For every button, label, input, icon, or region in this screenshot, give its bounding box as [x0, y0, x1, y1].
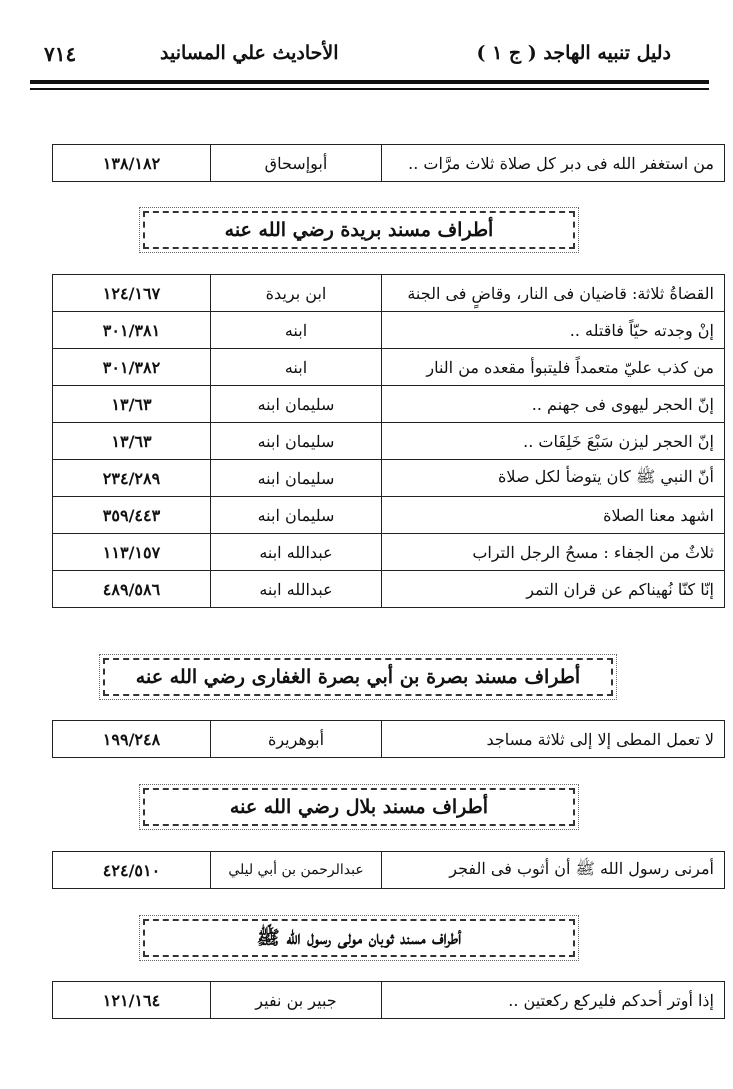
reference: ١٩٩/٢٤٨ [53, 721, 211, 758]
hadith-text: من استغفر الله فى دبر كل صلاة ثلاث مرَّات .. [382, 145, 725, 182]
hadith-text: القضاةُ ثلاثة: قاضيان فى النار، وقاضٍ فى الجنة [382, 275, 725, 312]
reference: ٣٥٩/٤٤٣ [53, 497, 211, 534]
reference: ٤٨٩/٥٨٦ [53, 571, 211, 608]
hadith-table-basrah [52, 720, 714, 758]
narrator: أبوهريرة [211, 721, 382, 758]
book-title: دليل تنبيه الهاجد ( ج ١ ) [476, 42, 671, 64]
reference: ١١٣/١٥٧ [53, 534, 211, 571]
table-row [53, 852, 725, 889]
hadith-text: أنّ النبي ﷺ كان يتوضأ لكل صلاة [382, 460, 725, 497]
hadith-text: من كذب عليّ متعمداً فليتبوأ مقعده من النار [382, 349, 725, 386]
table-row [53, 534, 725, 571]
narrator: سليمان ابنه [211, 460, 382, 497]
hadith-table-thawban [52, 981, 714, 1019]
table-row [53, 275, 725, 312]
table-row [53, 423, 725, 460]
section-title-buraydah: أطراف مسند بريدة رضي الله عنه [143, 211, 575, 249]
hadith-text: أمرنى رسول الله ﷺ أن أثوب فى الفجر [382, 852, 725, 889]
table-row [53, 312, 725, 349]
header-rule-thick [30, 80, 709, 84]
table-row [53, 721, 725, 758]
narrator: عبدالرحمن بن أبي ليلي [211, 852, 382, 889]
narrator: ابنه [211, 349, 382, 386]
table-row [53, 571, 725, 608]
reference: ٣٠١/٣٨٢ [53, 349, 211, 386]
page-number: ٧١٤ [44, 42, 77, 66]
header-rule-thin [30, 88, 709, 90]
table-row [53, 386, 725, 423]
table-row [53, 349, 725, 386]
reference: ٣٠١/٣٨١ [53, 312, 211, 349]
narrator: عبدالله ابنه [211, 534, 382, 571]
reference: ٢٣٤/٢٨٩ [53, 460, 211, 497]
hadith-text: إنّا كنّا نُهيناكم عن قران التمر [382, 571, 725, 608]
section-title-thawban: أطراف مسند ثوبان مولى رسول الله ﷺ [143, 919, 575, 957]
reference: ١٢٤/١٦٧ [53, 275, 211, 312]
hadith-text: اشهد معنا الصلاة [382, 497, 725, 534]
hadith-text: إنّ الحجر ليهوى فى جهنم .. [382, 386, 725, 423]
table-row [53, 982, 725, 1019]
narrator: أبوإسحاق [211, 145, 382, 182]
hadith-text: إذا أوتر أحدكم فليركع ركعتين .. [382, 982, 725, 1019]
reference: ١٣/٦٣ [53, 386, 211, 423]
table-row [53, 460, 725, 497]
hadith-text: إنْ وجدته حيّاً فاقتله .. [382, 312, 725, 349]
hadith-table-top [52, 144, 714, 182]
hadith-text: ثلاثٌ من الجفاء : مسحُ الرجل التراب [382, 534, 725, 571]
narrator: ابن بريدة [211, 275, 382, 312]
reference: ١٣٨/١٨٢ [53, 145, 211, 182]
table-row [53, 145, 725, 182]
reference: ١٣/٦٣ [53, 423, 211, 460]
narrator: سليمان ابنه [211, 423, 382, 460]
narrator: ابنه [211, 312, 382, 349]
table-row [53, 497, 725, 534]
hadith-text: لا تعمل المطى إلا إلى ثلاثة مساجد [382, 721, 725, 758]
hadith-table-bilal [52, 851, 714, 889]
hadith-text: إنّ الحجر ليزن سَبْعَ خَلِفَات .. [382, 423, 725, 460]
section-title-bilal: أطراف مسند بلال رضي الله عنه [143, 788, 575, 826]
reference: ١٢١/١٦٤ [53, 982, 211, 1019]
narrator: عبدالله ابنه [211, 571, 382, 608]
page-header [0, 0, 733, 100]
section-title-basrah: أطراف مسند بصرة بن أبي بصرة الغفارى رضي الله عنه [103, 658, 613, 696]
narrator: جبير بن نفير [211, 982, 382, 1019]
hadith-table-buraydah [52, 274, 714, 608]
running-section-title: الأحاديث علي المسانيد [160, 42, 339, 64]
reference: ٤٢٤/٥١٠ [53, 852, 211, 889]
narrator: سليمان ابنه [211, 386, 382, 423]
narrator: سليمان ابنه [211, 497, 382, 534]
